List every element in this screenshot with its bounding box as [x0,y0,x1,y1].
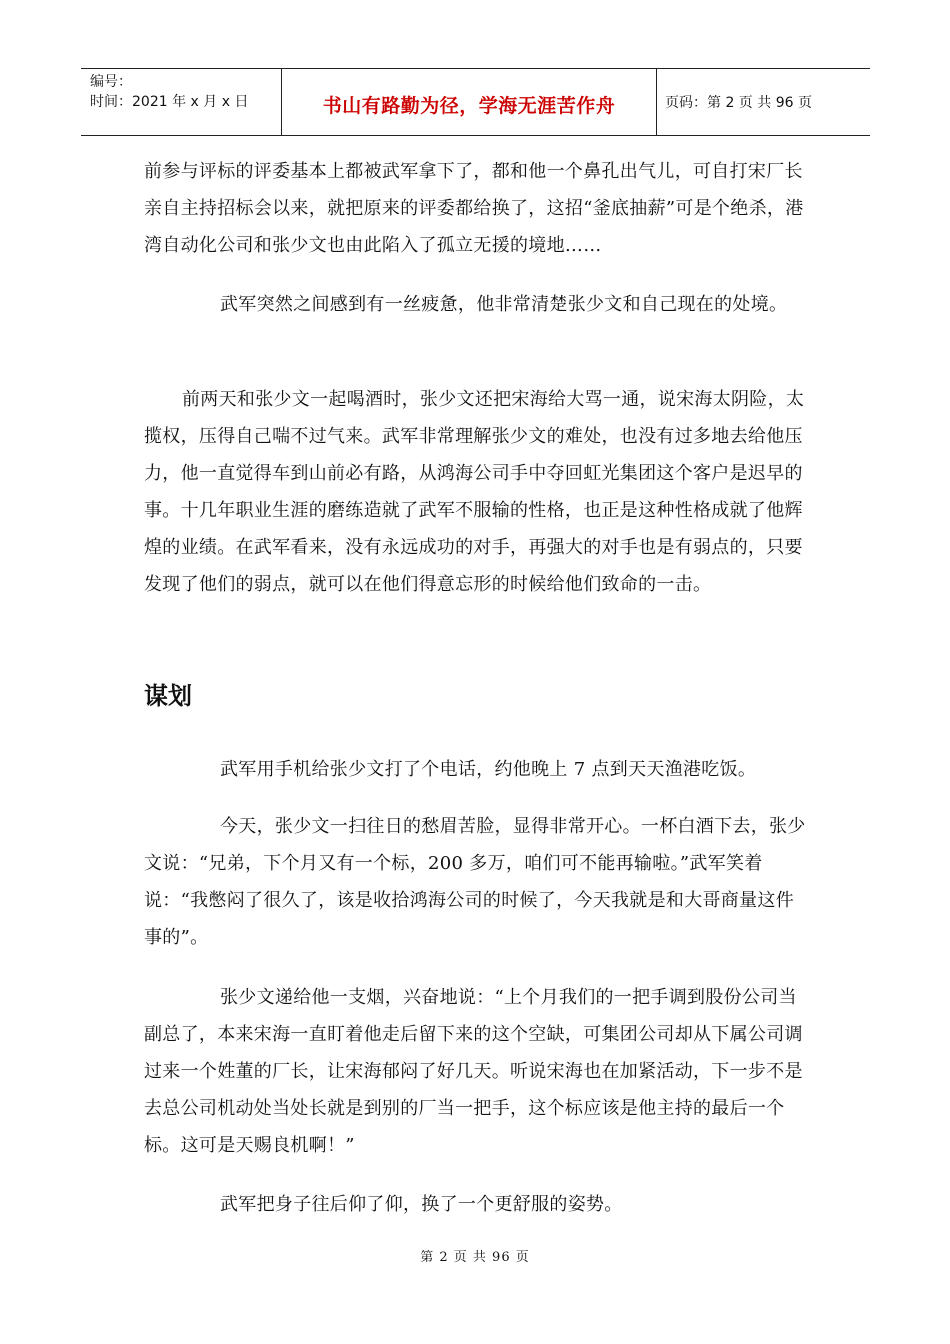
paragraph-3: 前两天和张少文一起喝酒时，张少文还把宋海给大骂一通，说宋海太阴险，太揽权，压得自己喘不过气来。武军非常理解张少文的难处，也没有过多地去给他压力，他一直觉得车到山前必有路，从鸿海公司手中夺回虹光集团这个客户是迟早的事。十几年职业生涯的磨练造就了武军不服输的性格，也正是这种性格成就了他辉煌的业绩。在武军看来，没有永远成功的对手，再强大的对手也是有弱点的，只要发现了他们的弱点，就可以在他们得意忘形的时候给他们致命的一击。 [144,389,805,595]
paragraph-5-block [144,808,808,956]
header-page-info: 页码：第 2 页 共 96 页 [665,95,812,111]
paragraph-2: 武军突然之间感到有一丝疲惫，他非常清楚张少文和自己现在的处境。 [220,294,788,315]
page-header [81,68,870,136]
paragraph-3-block [144,381,808,603]
paragraph-5: 今天，张少文一扫往日的愁眉苦脸，显得非常开心。一杯白酒下去，张少文说：“兄弟，下个月又有一个标，200 多万，咱们可不能再输啦。”武军笑着说：“我憋闷了很久了，该是收拾鸿海公司的时候了，今天我就是和大哥商量这件事的”。 [144,816,806,948]
paragraph-1: 前参与评标的评委基本上都被武军拿下了，都和他一个鼻孔出气儿，可自打宋厂长亲自主持招标会以来，就把原来的评委都给换了，这招“釜底抽薪”可是个绝杀，港湾自动化公司和张少文也由此陷入了孤立无援的境地…… [144,161,804,256]
paragraph-1-block [144,153,808,264]
header-meta [81,69,282,135]
document-date-label: 时间：2021 年 x 月 x 日 [90,94,249,110]
paragraph-2-block [144,286,808,323]
paragraph-4: 武军用手机给张少文打了个电话，约他晚上 7 点到天天渔港吃饭。 [220,759,757,780]
header-motto: 书山有路勤为径，学海无涯苦作舟 [282,69,657,135]
paragraph-6-block [144,979,808,1164]
paragraph-7: 武军把身子往后仰了仰，换了一个更舒服的姿势。 [220,1194,623,1215]
document-number-label: 编号： [90,74,132,90]
paragraph-6: 张少文递给他一支烟，兴奋地说：“上个月我们的一把手调到股份公司当副总了，本来宋海一直盯着他走后留下来的这个空缺，可集团公司却从下属公司调过来一个姓董的厂长，让宋海郁闷了好几天。听说宋海也在加紧活动，下一步不是去总公司机动处当处长就是到别的厂当一把手，这个标应该是他主持的最后一个标。这可是天赐良机啊！” [144,987,803,1156]
paragraph-7-block [144,1186,808,1223]
section-heading: 谋划 [144,682,192,710]
paragraph-4-block [144,751,808,788]
page-footer: 第 2 页 共 96 页 [420,1250,530,1265]
